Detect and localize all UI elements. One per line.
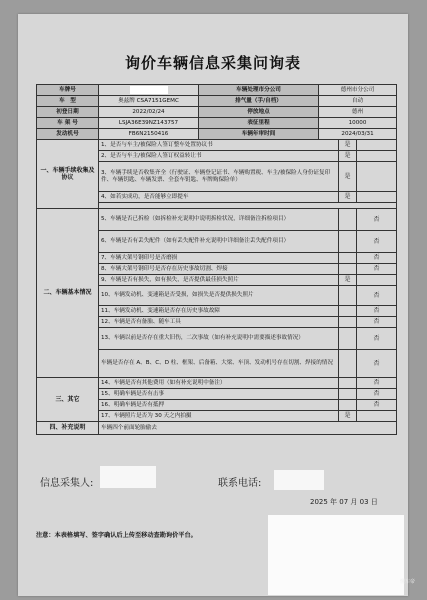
question-text: 10、车辆发动机、变速箱是否受损，如损失是否提供损失照片 — [99, 286, 339, 306]
question-text: 16、明确车辆是否有抵押 — [99, 400, 339, 411]
answer-yes — [339, 264, 357, 275]
plate-label: 车牌号 — [37, 85, 99, 96]
question-text: 9、车辆是否有损失，如有损失，是否提供最佳损失照片 — [99, 275, 339, 286]
mileage-label: 表征里程 — [199, 118, 319, 129]
engine-label: 发动机号 — [37, 129, 99, 140]
answer-no: 否 — [357, 389, 397, 400]
question-text: 3、车辆手续是否收集齐全（行驶证、车辆登记证书、车辆购置税、车主/被保险人身份证复印件、车辆钥匙、车辆发票、全套车钥匙、车牌购保险单） — [99, 162, 339, 192]
branch-value: 德州市分公司 — [319, 85, 397, 96]
answer-yes: 是 — [339, 140, 357, 151]
question-row — [37, 378, 397, 389]
location-value: 德州 — [319, 107, 397, 118]
vin-label: 车 架 号 — [37, 118, 99, 129]
plate-value — [99, 85, 199, 96]
question-text: 4、如若实成功，是否能够立即提车 — [99, 192, 339, 203]
question-text: 13、车辆以前是否存在重大旧伤，二次事故（如有补充说明中需要描述事故情况） — [99, 328, 339, 350]
form-title: 询价车辆信息采集问询表 — [124, 54, 301, 72]
answer-yes: 是 — [339, 151, 357, 162]
answer-yes — [339, 209, 357, 231]
question-text: 7、车辆大架号钢印号是否磨损 — [99, 253, 339, 264]
answer-no — [357, 192, 397, 203]
vin-value: LSJA36E39NZ143757 — [99, 118, 199, 129]
answer-yes — [339, 350, 357, 378]
question-row — [37, 209, 397, 231]
inquiry-table — [36, 84, 397, 435]
answer-yes — [339, 253, 357, 264]
header-row — [37, 107, 397, 118]
header-row — [37, 118, 397, 129]
question-text: 2、是否与车主/被保险人签订权益转让书 — [99, 151, 339, 162]
section-2-label: 二、车辆基本情况 — [37, 209, 99, 378]
header-row — [37, 96, 397, 107]
question-text: 14、车辆是否有其他费用（如有补充说明中备注） — [99, 378, 339, 389]
sign-date: 2025 年 07 月 03 日 — [310, 498, 378, 506]
answer-no: 否 — [357, 306, 397, 317]
answer-yes — [339, 231, 357, 253]
answer-no: 否 — [357, 253, 397, 264]
supplement-row — [37, 422, 397, 435]
answer-no: 否 — [357, 317, 397, 328]
answer-yes: 是 — [339, 192, 357, 203]
mileage-value: 10000 — [319, 118, 397, 129]
reg-date-label: 初登日期 — [37, 107, 99, 118]
transmission-value: 自动 — [319, 96, 397, 107]
question-text: 17、车辆照片是否为 30 天之内拍摄 — [99, 411, 339, 422]
answer-no — [357, 275, 397, 286]
answer-yes — [339, 400, 357, 411]
answer-no — [357, 411, 397, 422]
phone-label: 联系电话: — [218, 478, 262, 489]
answer-yes — [339, 378, 357, 389]
question-text: 6、车辆是否有丢失配件（如有丢失配件补充说明中详细备注丢失配件项目） — [99, 231, 339, 253]
question-text: 11、车辆发动机、变速箱是否存在历史事故故障 — [99, 306, 339, 317]
answer-no: 否 — [357, 286, 397, 306]
watermark-logo: 懂车帝 — [400, 579, 416, 585]
section-1-label: 一、车辆手续收集及协议 — [37, 140, 99, 209]
inspection-value: 2024/03/31 — [319, 129, 397, 140]
answer-no: 否 — [357, 328, 397, 350]
header-row — [37, 129, 397, 140]
section-3-label: 三、其它 — [37, 378, 99, 422]
inspection-label: 车辆年审时间 — [199, 129, 319, 140]
question-text: 5、车辆是否已拆检（如拆检补充说明中说明拆检状况，详细备注拆检项目） — [99, 209, 339, 231]
answer-yes — [339, 286, 357, 306]
model-label: 车 型 — [37, 96, 99, 107]
header-row — [37, 85, 397, 96]
question-text: 15、明确车辆是否有击事 — [99, 389, 339, 400]
supplement-text: 车辆四个前面轮胎偷去 — [99, 422, 397, 435]
answer-no: 否 — [357, 231, 397, 253]
question-text: 车辆是否存在 A、B、C、D 柱、框架、后备箱、大梁、车顶、发动机号存在切割、焊接的情况 — [99, 350, 339, 378]
question-text: 1、是否与车主/被保险人签订整车处置协议书 — [99, 140, 339, 151]
location-label: 停放地点 — [199, 107, 319, 118]
answer-no: 否 — [357, 378, 397, 389]
question-text: 12、车辆是否有备胎、随车工具 — [99, 317, 339, 328]
reg-date-value: 2022/02/24 — [99, 107, 199, 118]
answer-yes — [339, 306, 357, 317]
document-page — [18, 14, 408, 596]
engine-value: FB6N2150416 — [99, 129, 199, 140]
answer-no: 否 — [357, 264, 397, 275]
transmission-label: 排气量（手/自档） — [199, 96, 319, 107]
branch-label: 车辆处理市分公司 — [199, 85, 319, 96]
answer-no: 否 — [357, 350, 397, 378]
plate-redaction — [130, 86, 168, 94]
answer-yes — [339, 328, 357, 350]
section-4-label: 四、补充说明 — [37, 422, 99, 435]
answer-yes — [339, 389, 357, 400]
question-text: 8、车辆大架号钢印号是否存在历史事故切割、焊接 — [99, 264, 339, 275]
answer-yes: 是 — [339, 275, 357, 286]
answer-yes: 是 — [339, 162, 357, 192]
collector-redaction — [100, 466, 156, 488]
answer-no: 否 — [357, 400, 397, 411]
answer-yes — [339, 317, 357, 328]
collector-label: 信息采集人: — [40, 478, 94, 489]
stamp-redaction — [268, 515, 404, 595]
answer-no — [357, 151, 397, 162]
answer-yes: 是 — [339, 411, 357, 422]
question-row — [37, 140, 397, 151]
answer-no — [357, 140, 397, 151]
answer-no: 否 — [357, 209, 397, 231]
footer-note: 注意：本表格填写、签字确认后上传至移动查勘询价平台。 — [36, 532, 197, 539]
phone-redaction — [274, 470, 324, 490]
model-value: 奥兹牌 CSA7151GEMC — [99, 96, 199, 107]
answer-no — [357, 162, 397, 192]
